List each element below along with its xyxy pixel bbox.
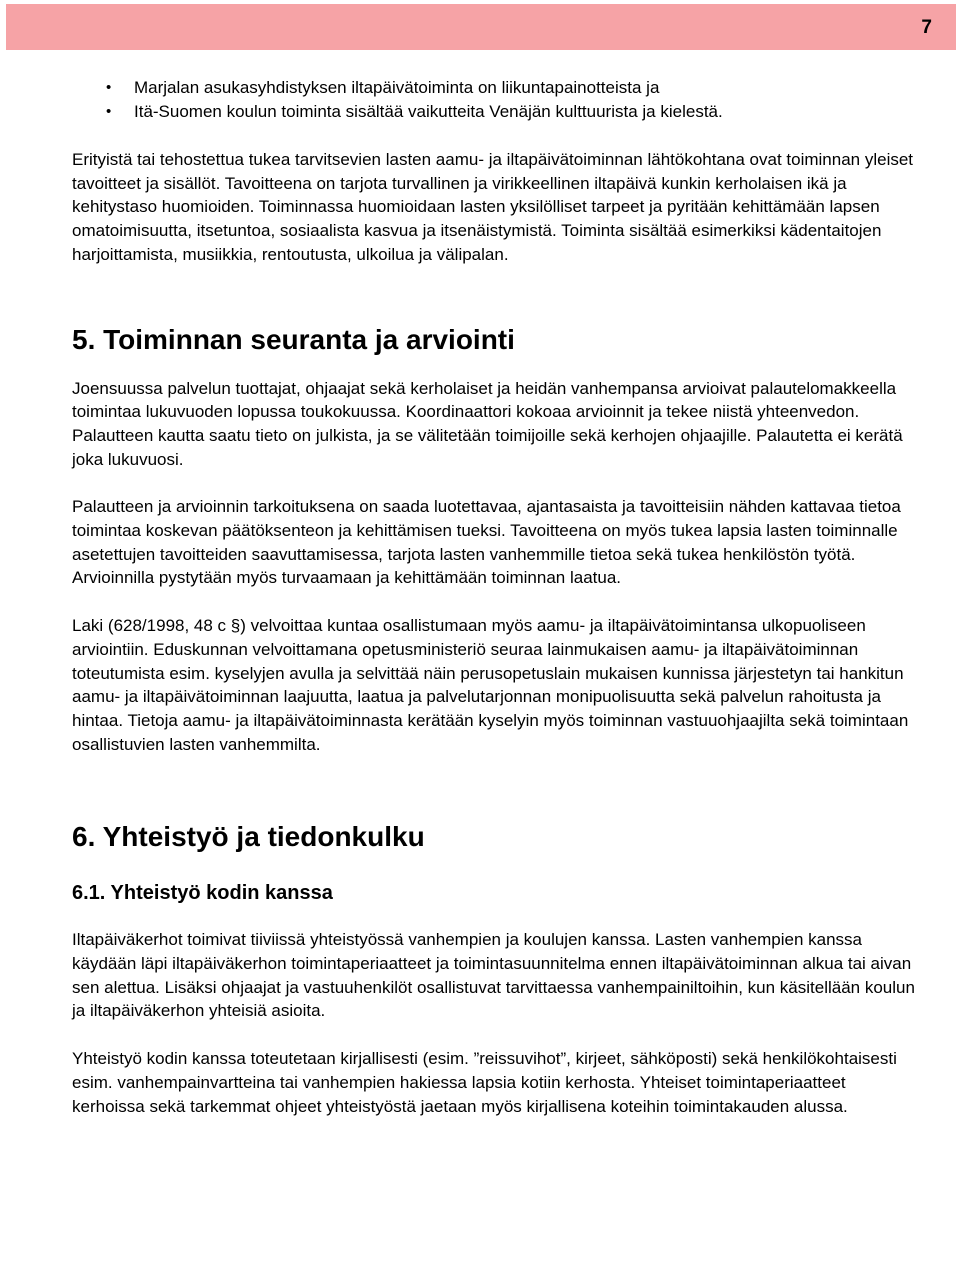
bullet-list — [72, 76, 922, 124]
bullet-item — [72, 76, 922, 100]
bullet-icon: • — [106, 103, 112, 120]
page-number: 7 — [921, 17, 932, 38]
section-6-1-paragraph-2: Yhteistyö kodin kanssa toteutetaan kirjallisesti (esim. ”reissuvihot”, kirjeet, sähköposti) sekä henkilökohtaisesti esim. vanhempainvartteina tai vanhempien hakiessa lapsia kotiin kerhosta. Yhteiset toimintaperiaatteet kerhoissa sekä tarkemmat ohjeet yhteistyöstä jaetaan myös kirjallisena koteihin toimintakauden alussa. — [72, 1049, 897, 1116]
intro-paragraph: Erityistä tai tehostettua tukea tarvitsevien lasten aamu- ja iltapäivätoiminnan lähtökohtana ovat toiminnan yleiset tavoitteet ja sisällöt. Tavoitteena on tarjota turvallinen ja virikkeellinen iltapäivä kunkin kerholaisen ikä ja kehitystaso huomioiden. Toiminnassa huomioidaan lasten yksilölliset tarpeet ja pyritään kehittämään lapsen omatoimisuutta, itsetuntoa, sosiaalista kasvua ja itsenäistymistä. Toiminta sisältää esimerkiksi kädentaitojen harjoittamista, musiikkia, rentoutusta, ulkoilua ja välipalan. — [72, 150, 914, 264]
section-6-1-paragraph-1: Iltapäiväkerhot toimivat tiiviissä yhteistyössä vanhempien ja koulujen kanssa. Lasten vanhempien kanssa käydään läpi iltapäiväkerhon toimintaperiaatteet ja toimintasuunnitelma ennen iltapäivätoiminnan alkua tai aivan sen alettua. Lisäksi ohjaajat ja vastuuhenkilöt osallistuvat tarvittaessa vanhempainiltoihin, kun käsitellään koulun ja iltapäiväkerhon yhteisiä asioita. — [72, 930, 915, 1021]
section-5-paragraph-2: Palautteen ja arvioinnin tarkoituksena on saada luotettavaa, ajantasaista ja tavoitteisiin nähden kattavaa tietoa toimintaa koskevan päätöksenteon ja kehittämisen tueksi. Tavoitteena on myös tukea lapsia lasten toiminnalle asetettujen tavoitteiden saavuttamisessa, tarjota lasten vanhemmille tietoa sekä tukea henkilöstön työtä. Arvioinnilla pystytään myös turvaamaan ja kehittämään toiminnan laatua. — [72, 497, 901, 588]
section-5-paragraph-1: Joensuussa palvelun tuottajat, ohjaajat sekä kerholaiset ja heidän vanhempansa arvioivat palautelomakkeella toimintaa lukuvuoden lopussa toukokuussa. Koordinaattori kokoaa arvioinnit ja tekee niistä yhteenvedon. Palautteen kautta saatu tieto on julkista, ja se välitetään toimijoille sekä kerhojen ohjaajille. Palautetta ei kerätä joka lukuvuosi. — [72, 378, 903, 469]
bullet-text: Marjalan asukasyhdistyksen iltapäivätoiminta on liikuntapainotteista ja — [134, 78, 660, 97]
section-6-heading: 6. Yhteistyö ja tiedonkulku — [72, 821, 425, 853]
bullet-icon: • — [106, 79, 112, 96]
section-5-paragraph-3: Laki (628/1998, 48 c §) velvoittaa kuntaa osallistumaan myös aamu- ja iltapäivätoimintansa ulkopuoliseen arviointiin. Eduskunnan velvoittamana opetusministeriö seuraa lainmukaisen aamu- ja iltapäivätoiminnan toteutumista esim. kyselyjen avulla ja selvittää näin perusopetuslain mukaisen kunnissa järjestetyn tai hankitun aamu- ja iltapäivätoiminnan laajuutta, laatua ja palvelutarjonnan monipuolisuutta sekä palvelun rahoitusta ja hintaa. Tietoja aamu- ja iltapäivätoiminnasta kerätään kyselyin myös toiminnan vastuuohjaajilta sekä toimintaan osallistuvien lasten vanhemmilta. — [72, 616, 909, 754]
section-6-1-heading: 6.1. Yhteistyö kodin kanssa — [72, 882, 333, 905]
bullet-item — [72, 100, 922, 124]
bullet-text: Itä-Suomen koulun toiminta sisältää vaikutteita Venäjän kulttuurista ja kielestä. — [134, 102, 723, 121]
document-body — [72, 76, 922, 1118]
section-5-heading: 5. Toiminnan seuranta ja arviointi — [72, 323, 515, 355]
page-header-band — [6, 4, 956, 50]
